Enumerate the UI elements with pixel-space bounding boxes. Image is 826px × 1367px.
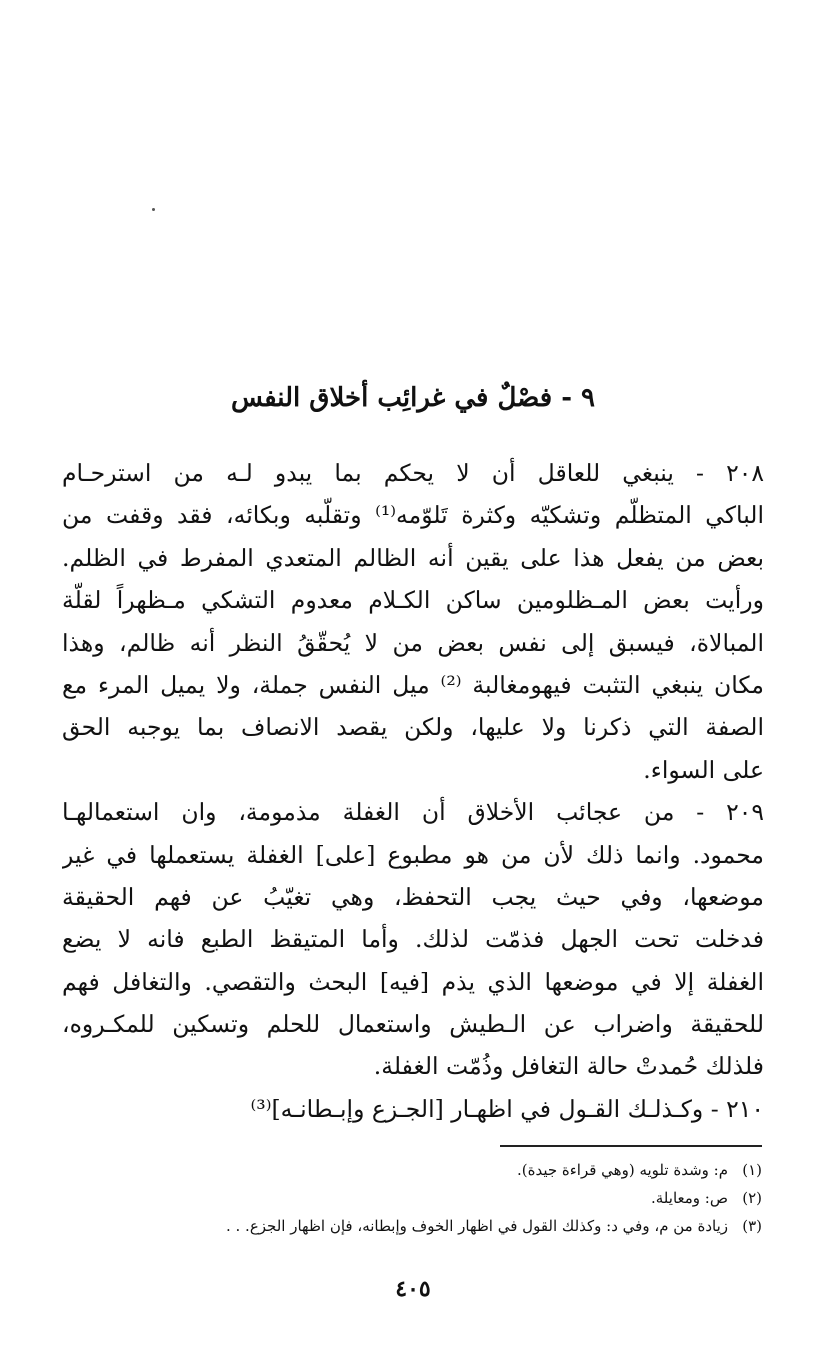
paragraph-line: الباكي المتظلّم وتشكيّه وكثرة تَلوّمه⁽¹⁾ وتقلّبه وبكائه، فقد وقفت من [62, 501, 764, 530]
footnote [62, 1212, 762, 1240]
paragraph-line: فلذلك حُمدتْ حالة التغافل وذُمّت الغفلة. [373, 1052, 764, 1081]
footnote-text: ص: ومعايلة. [651, 1189, 728, 1207]
footnote-number: (٣) [742, 1217, 762, 1235]
page-number: ٤٠٥ [395, 1276, 431, 1302]
paragraph-line: بعض من يفعل هذا على يقين أنه الظالم المتعدي المفرط في الظلم. [62, 543, 764, 572]
footnote-text: زيادة من م، وفي د: وكذلك القول في اظهار الخوف وإبطانه، فإن اظهار الجزع. . . [225, 1217, 728, 1235]
paragraph-line: مكان ينبغي التثبت فيهومغالبة ⁽²⁾ ميل النفس جملة، ولا يميل المرء مع [62, 670, 764, 699]
paragraph-line: للحقيقة واضراب عن الـطيش واستعمال للحلم وتسكين للمكـروه، [62, 1010, 764, 1039]
paragraph-line: ٢٠٨ - ينبغي للعاقل أن لا يحكم بما يبدو لـه من استرحـام [62, 459, 764, 487]
paragraph-line: موضعها، وفي حيث يجب التحفظ، وهي تغيّبُ عن فهم الحقيقة [62, 882, 764, 911]
footnote-number: (١) [742, 1161, 762, 1179]
footnote [62, 1184, 762, 1212]
scan-speck [152, 208, 155, 211]
paragraph-line: فدخلت تحت الجهل فذمّت لذلك. وأما المتيقظ الطبع فانه لا يضع [62, 925, 764, 954]
footnote-text: م: وشدة تلويه (وهي قراءة جيدة). [516, 1161, 728, 1179]
paragraph-line: ٢١٠ - وكـذلـك القـول في اظهـار [الجـزع وإبـطانـه]⁽³⁾ [250, 1094, 764, 1123]
paragraph-line: ورأيت بعض المـظلومين ساكن الكـلام معدوم التشكي مـظهراً لقلّة [62, 586, 764, 615]
footnote-number: (٢) [742, 1189, 762, 1207]
paragraph-line: ٢٠٩ - من عجائب الأخلاق أن الغفلة مذمومة، وان استعمالهـا [62, 798, 764, 827]
paragraph-line: الغفلة إلا في موضعها الذي يذم [فيه] البحث والتقصي. والتغافل فهم [62, 967, 764, 996]
paragraph-line: المبالاة، فيسبق إلى نفس بعض من لا يُحقّقُ النظر أنه ظالم، وهذا [62, 628, 764, 657]
chapter-title: ٩ - فصْلٌ في غرائِب أخلاق النفس [230, 383, 596, 413]
paragraph-line: الصفة التي ذكرنا ولا عليها، ولكن يقصد الانصاف بما يوجبه الحق [62, 713, 764, 742]
footnote [62, 1156, 762, 1184]
footnotes [62, 1156, 762, 1240]
paragraph-line: محمود. وانما ذلك لأن من هو مطبوع [على] الغفلة يستعملها في غير [62, 840, 764, 869]
body-text [62, 452, 764, 1130]
paragraph-line: على السواء. [643, 755, 764, 784]
footnote-divider [500, 1145, 762, 1147]
